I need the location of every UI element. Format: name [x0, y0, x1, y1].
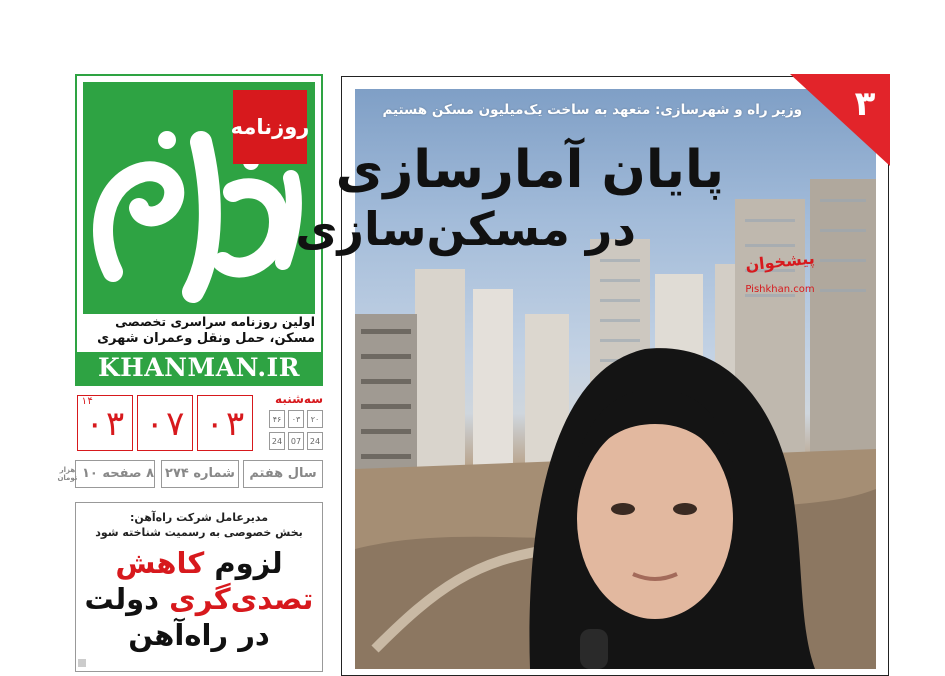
rail-kicker1: مدیرعامل شرکت راه‌آهن: — [129, 511, 269, 524]
site-url[interactable]: KHANMAN.IR — [77, 352, 321, 384]
hijri-year: ۴۶ — [269, 410, 285, 428]
logo-block — [83, 82, 315, 314]
date-row — [75, 392, 323, 456]
alt-calendars — [265, 410, 323, 454]
issue-info-row — [57, 460, 323, 490]
corner-marker-icon — [78, 659, 86, 667]
date-month-box — [137, 395, 193, 451]
gregorian-day: 24 — [307, 432, 323, 450]
rail-h-word4: دولت — [84, 582, 160, 616]
masthead — [75, 74, 323, 386]
price-unit: هزار تومان — [57, 465, 78, 482]
issue-pages: ۸ صفحه — [102, 466, 154, 481]
rail-h-word1: لزوم — [214, 546, 283, 580]
issue-pages-price — [57, 460, 155, 488]
cover-headline-line1: پایان آمارسازی — [335, 140, 724, 200]
gregorian-month: 07 — [288, 432, 304, 450]
date-day: ۰۳ — [204, 404, 246, 444]
hijri-month: ۰۳ — [288, 410, 304, 428]
watermark-site: Pishkhan.com — [745, 284, 815, 295]
year-prefix: ۱۴ — [81, 396, 94, 407]
rail-kicker2: بخش خصوصی به رسمیت شناخته شود — [95, 526, 303, 539]
issue-price: ۱۰ — [81, 466, 98, 481]
gregorian-year: 24 — [269, 432, 285, 450]
rail-headline — [76, 545, 322, 653]
date-year: ۰۳ — [84, 404, 126, 444]
hijri-day: ۲۰ — [307, 410, 323, 428]
date-day-box — [197, 395, 253, 451]
page-number: ۳ — [854, 84, 876, 124]
tagline-line1: اولین روزنامه سراسری تخصصی — [115, 314, 315, 329]
date-year-box — [77, 395, 133, 451]
cover-kicker: وزیر راه و شهرسازی: متعهد به ساخت یک‌میلیون مسکن هستیم — [382, 102, 802, 118]
rail-story[interactable] — [75, 502, 323, 672]
issue-number: شماره ۲۷۴ — [161, 460, 239, 488]
issue-volume: سال هفتم — [243, 460, 323, 488]
roozname-badge: روزنامه — [233, 90, 307, 164]
weekday: سه‌شنبه — [275, 392, 323, 406]
cover-headline-line2: در مسکن‌سازی — [295, 202, 636, 256]
tagline-line2: مسکن، حمل ونقل وعمران شهری — [97, 331, 315, 346]
rail-h-word2: کاهش — [115, 546, 205, 580]
watermark-logo: پیشخوان — [744, 248, 816, 275]
date-month: ۰۷ — [144, 404, 186, 444]
rail-h-word3: تصدی‌گری — [169, 582, 314, 616]
rail-h-line3: در راه‌آهن — [128, 618, 270, 652]
